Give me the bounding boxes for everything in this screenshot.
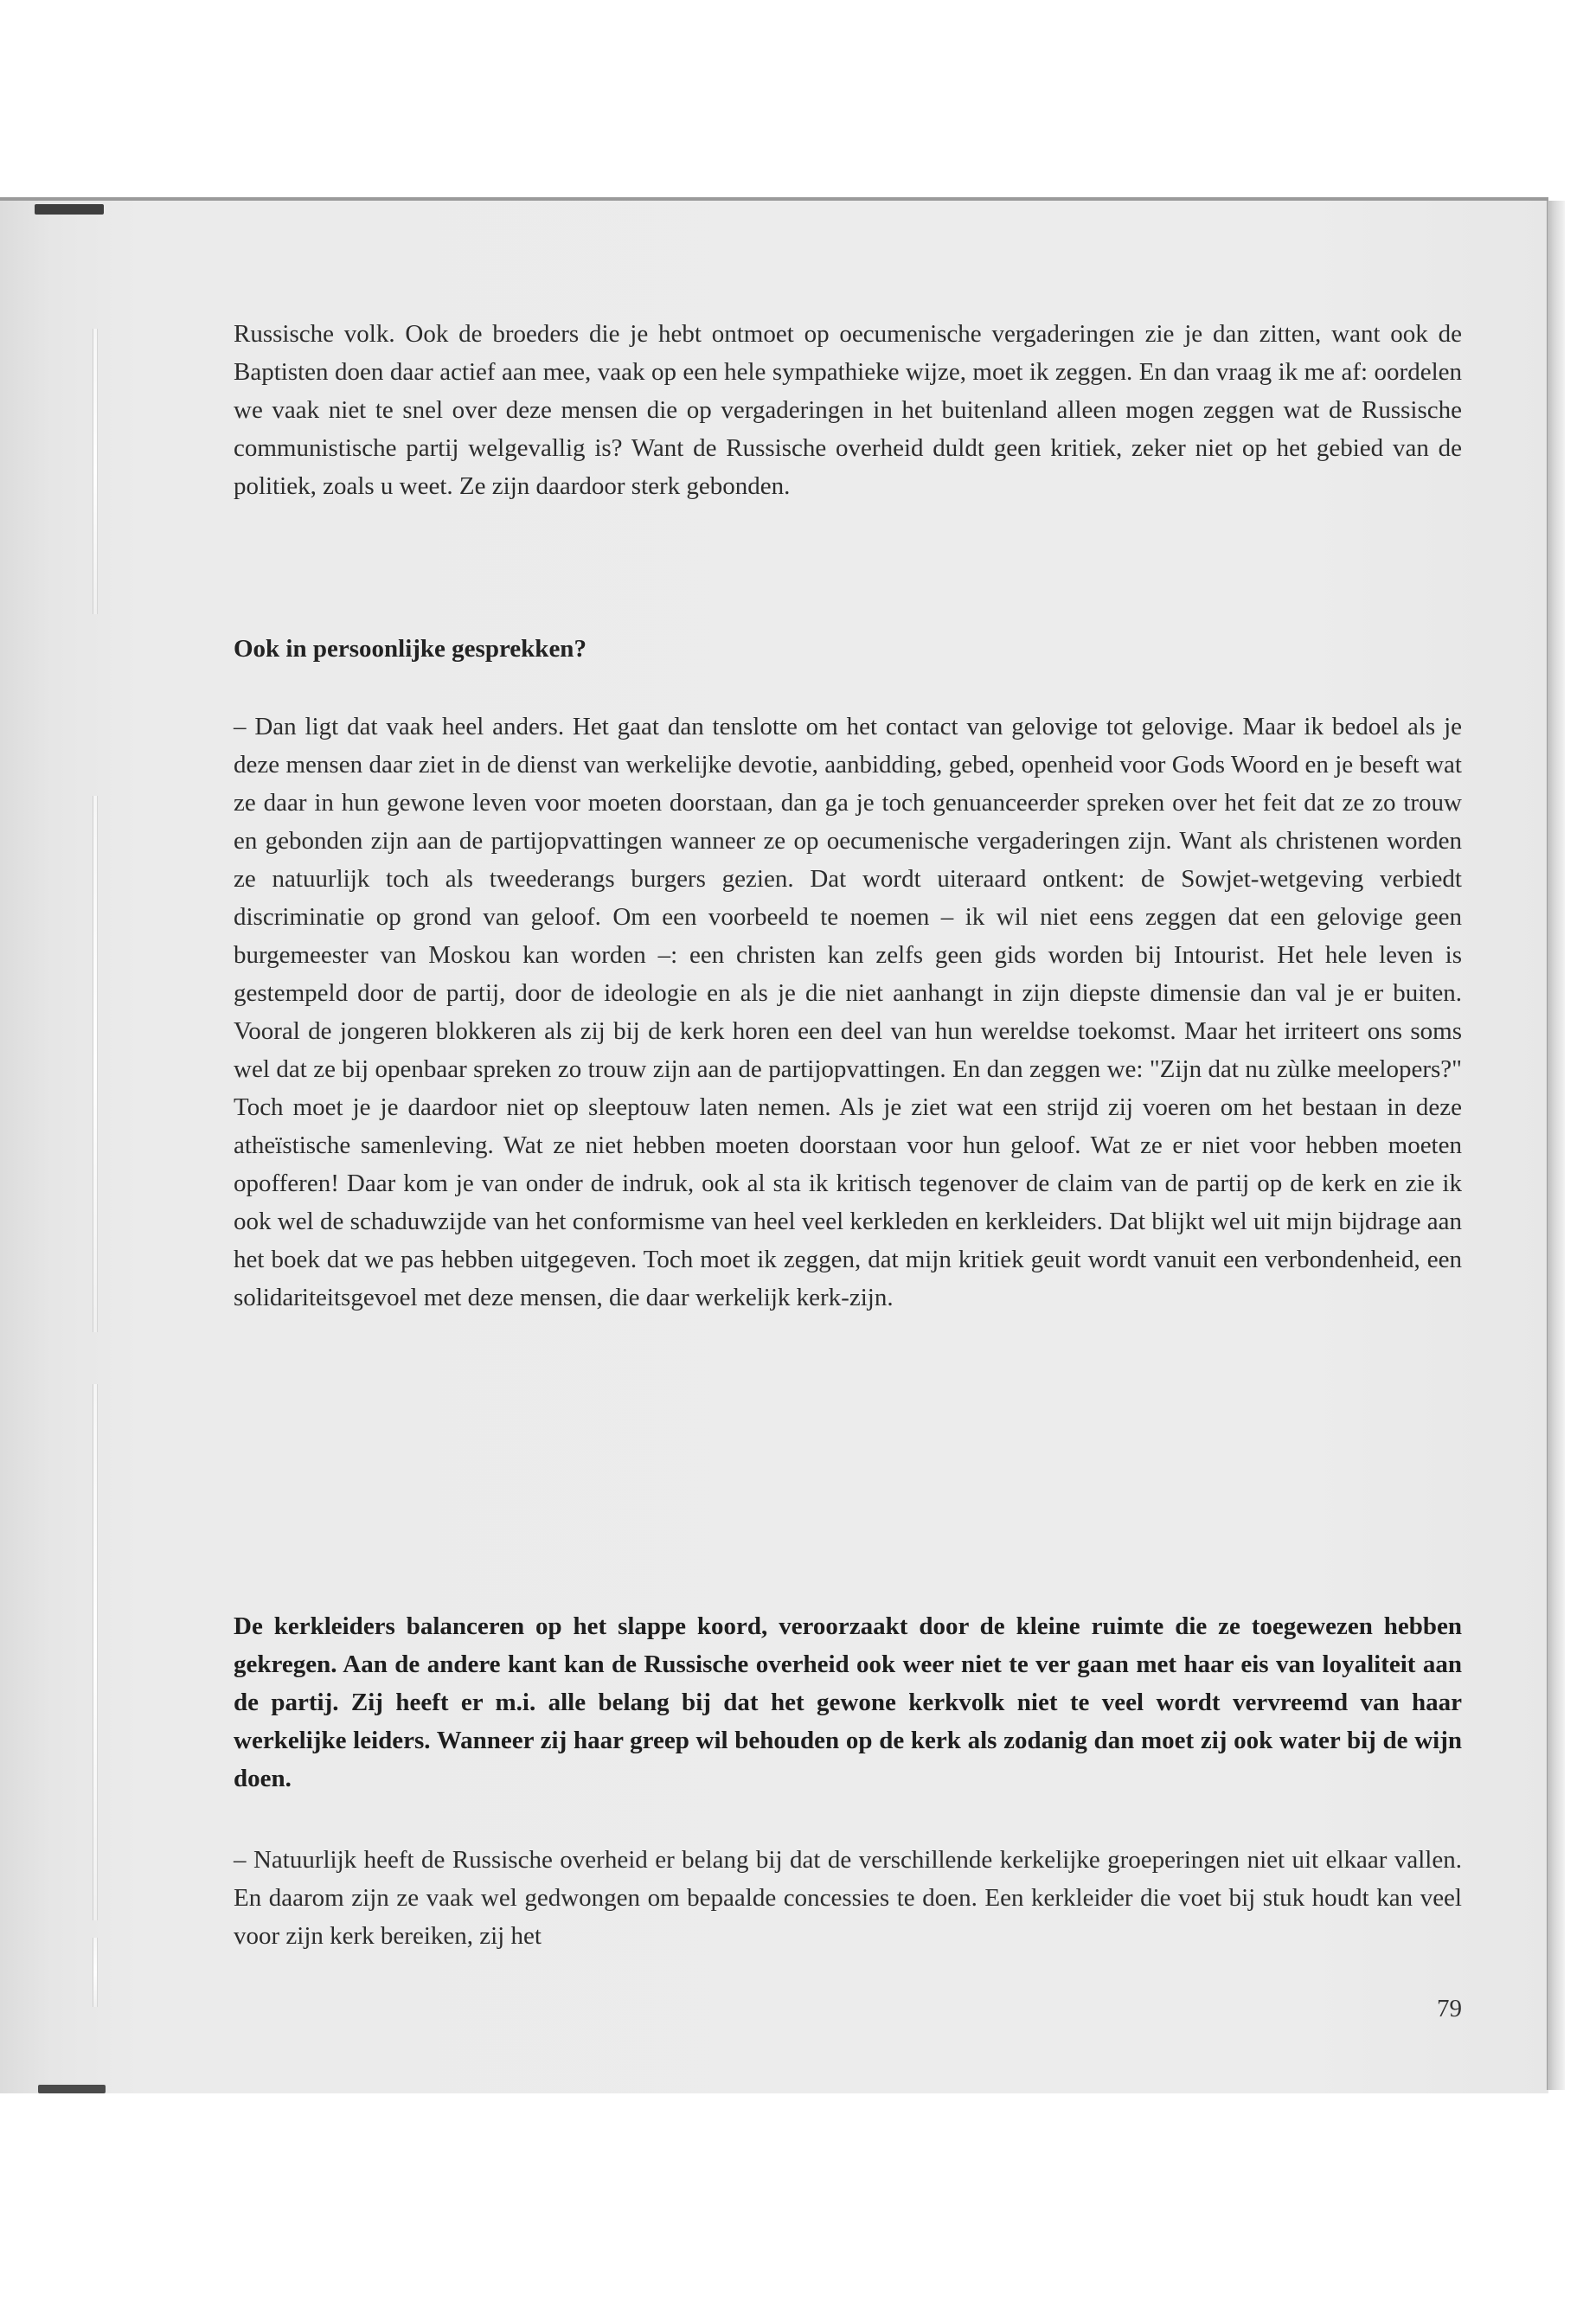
paragraph-answer-2: – Dan ligt dat vaak heel anders. Het gaat dan tenslotte om het contact van gelovige tot gelovige. Maar ik bedoel als je deze mensen daar ziet in de dienst van werkelijke devotie, aanbidding, gebed, openheid voor Gods Woord en je beseft wat ze daar in hun gewone leven voor moeten doorstaan, dan ga je toch genuanceerder spreken over het feit dat ze zo trouw en gebonden zijn aan de partijopvattingen wanneer ze op oecumenische vergaderingen zijn. Want als christenen worden ze natuurlijk toch als tweederangs burgers gezien. Dat wordt uiteraard ontkent: de Sowjet-wetgeving verbiedt discriminatie op grond van geloof. Om een voorbeeld te noemen – ik wil niet eens zeggen dat een gelovige geen burgemeester van Moskou kan worden –: een christen kan zelfs geen gids worden bij Intourist. Het hele leven is gestempeld door de partij, door de ideologie en als je die niet aanhangt in zijn diepste dimensie dan val je er buiten. Vooral de jongeren blokkeren als zij bij de kerk horen een deel van hun wereldse toekomst. Maar het irriteert ons soms wel dat ze bij openbaar spreken zo trouw zijn aan de partijopvattingen. En dan zeggen we: "Zijn dat nu zùlke meelopers?" Toch moet je je daardoor niet op sleeptouw laten nemen. Als je ziet wat een strijd zij voeren om het bestaan in deze atheïstische samenleving. Wat ze niet hebben moeten doorstaan voor hun geloof. Wat ze er niet voor hebben moeten opofferen! Daar kom je van onder de indruk, ook al sta ik kritisch tegenover de claim van de partij op de kerk en zie ik ook wel de schaduwzijde van het conformisme van heel veel kerkleden en kerkleiders. Dat blijkt wel uit mijn bijdrage aan het boek dat we pas hebben uitgegeven. Toch moet ik zeggen, dat mijn kritiek geuit wordt vanuit een verbondenheid, een solidariteitsgevoel met deze mensen, die daar werkelijk kerk-zijn. bbox=[234, 713, 1462, 1311]
page-number: 79 bbox=[1437, 1995, 1462, 2022]
page-edge bbox=[1547, 201, 1565, 2090]
interview-question-1: Ook in persoonlijke gesprekken? bbox=[234, 635, 586, 663]
binding-corner-bottom bbox=[38, 2085, 106, 2093]
binding-thread bbox=[93, 796, 98, 1332]
interview-question-2: De kerkleiders balanceren op het slappe koord, veroorzaakt door de kleine ruimte die ze toegewezen hebben gekregen. Aan de andere kant kan de Russische overheid ook weer niet te ver gaan met haar eis van loyaliteit aan de partij. Zij heeft er m.i. alle belang bij dat het gewone kerkvolk niet te veel wordt vervreemd van haar werkelijke leiders. Wanneer zij haar greep wil behouden op de kerk als zodanig dan moet zij ook water bij de wijn doen. bbox=[234, 1612, 1462, 1792]
paragraph-answer-continued: Russische volk. Ook de broeders die je hebt ontmoet op oecumenische vergaderingen zie je dan zitten, want ook de Baptisten doen daar actief aan mee, vaak op een hele sympathieke wijze, moet ik zeggen. En dan vraag ik me af: oordelen we vaak niet te snel over deze mensen die op vergaderingen in het buitenland alleen mogen zeggen wat de Russische communistische partij welgevallig is? Want de Russische overheid duldt geen kritiek, zeker niet op het gebied van de politiek, zoals u weet. Ze zijn daardoor sterk gebonden. bbox=[234, 320, 1462, 500]
paragraph-answer-3: – Natuurlijk heeft de Russische overheid er belang bij dat de verschillende kerkelijke groeperingen niet uit elkaar vallen. En daarom zijn ze vaak wel gedwongen om bepaalde concessies te doen. Een kerkleider die voet bij stuk houdt kan veel voor zijn kerk bereiken, zij het bbox=[234, 1846, 1462, 1950]
binding-thread bbox=[93, 329, 98, 614]
binding-thread bbox=[93, 1384, 98, 1920]
binding-thread bbox=[93, 1938, 98, 2007]
binding-corner-top bbox=[35, 204, 104, 215]
